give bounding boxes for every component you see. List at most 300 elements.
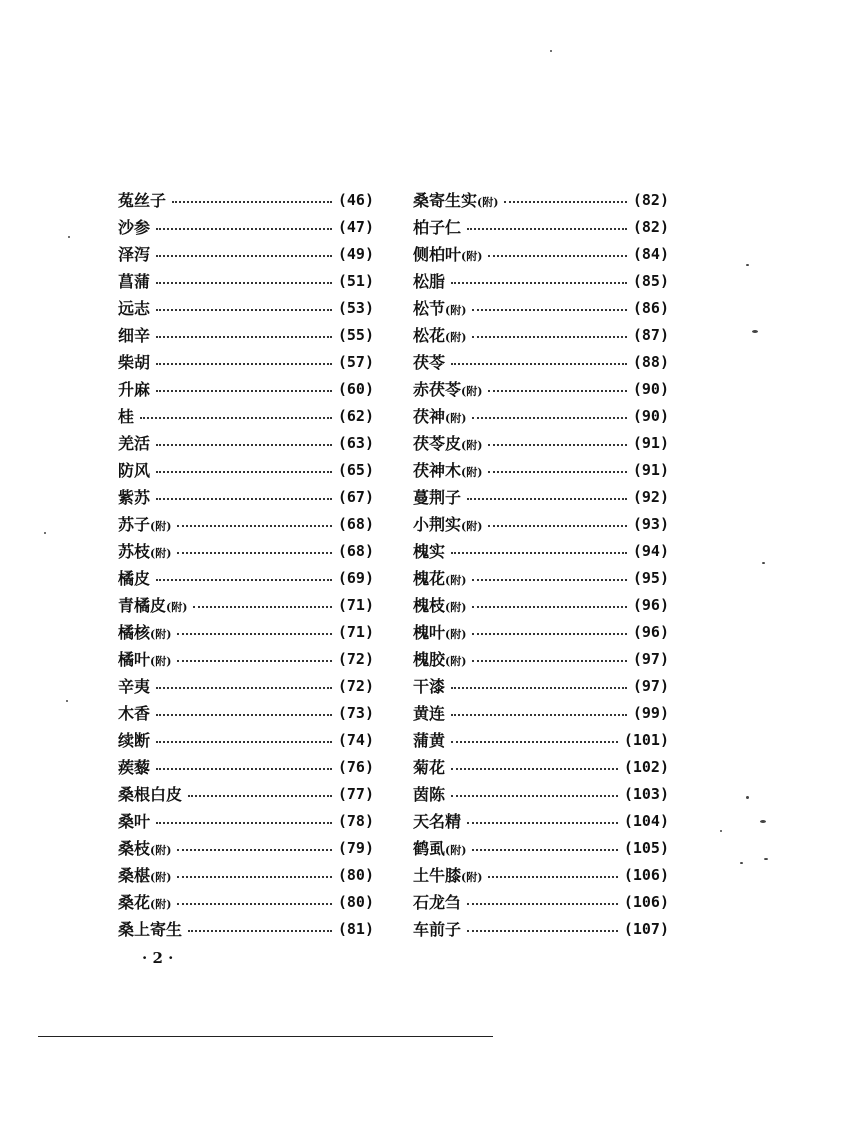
toc-entry-page: (82) [632,217,669,236]
dot-leader [140,417,332,419]
toc-entry [118,753,374,780]
dot-leader [451,363,627,365]
toc-entry-page: (106) [623,865,669,884]
toc-entry [118,564,374,591]
toc-entry [118,213,374,240]
herb-name: 松脂 [413,272,446,291]
herb-name: 侧柏叶 [413,245,462,264]
herb-name: 土牛膝 [413,866,462,885]
toc-entry [118,834,374,861]
toc-entry-title [413,701,445,724]
dot-leader [156,282,332,284]
scan-speck [764,858,768,860]
dot-leader [451,552,627,554]
dot-leader [177,633,331,635]
herb-name: 苏枝 [118,542,151,561]
toc-entry [413,456,669,483]
herb-name: 鹤虱 [413,839,446,858]
toc-entry-title [118,188,166,211]
toc-entry-page: (71) [337,622,374,641]
appendix-note: (附) [461,520,483,533]
toc-entry [413,267,669,294]
herb-name: 辛夷 [118,677,151,696]
dot-leader [156,309,332,311]
toc-entry-title [118,647,171,670]
toc-entry [118,456,374,483]
herb-name: 蔓荆子 [413,488,462,507]
toc-entry-page: (85) [632,271,669,290]
toc-entry-title [413,242,482,265]
scan-speck [760,820,766,823]
toc-entry-title [413,458,482,481]
toc-entry-title [118,863,171,886]
toc-entry-page: (99) [632,703,669,722]
toc-entry-page: (69) [337,568,374,587]
toc-entry-title [413,620,466,643]
scan-speck [740,862,743,864]
toc-entry [413,780,669,807]
toc-entry-title [413,917,461,940]
toc-entry-title [118,620,171,643]
herb-name: 菟丝子 [118,191,167,210]
toc-entry-title [118,323,150,346]
dot-leader [156,471,332,473]
toc-entry [118,429,374,456]
appendix-note: (附) [150,655,172,668]
toc-entry-page: (97) [632,649,669,668]
toc-entry-page: (96) [632,595,669,614]
herb-name: 柏子仁 [413,218,462,237]
toc-entry [118,375,374,402]
toc-entry [118,294,374,321]
toc-entry-title [413,647,466,670]
herb-name: 车前子 [413,920,462,939]
toc-entry [118,645,374,672]
dot-leader [472,849,617,851]
toc-entry-page: (95) [632,568,669,587]
toc-entry [118,780,374,807]
toc-entry [413,483,669,510]
herb-name: 紫苏 [118,488,151,507]
herb-name: 茵陈 [413,785,446,804]
toc-entry [413,618,669,645]
toc-entry-title [118,242,150,265]
toc-entry-page: (90) [632,406,669,425]
dot-leader [156,822,332,824]
toc-entry-page: (102) [623,757,669,776]
herb-name: 木香 [118,704,151,723]
toc-entry [413,672,669,699]
scan-speck [66,700,68,702]
toc-entry [413,861,669,888]
toc-entry [118,186,374,213]
dot-leader [451,768,618,770]
toc-entry-title [118,917,182,940]
toc-entry-title [413,323,466,346]
toc-entry-page: (81) [337,919,374,938]
appendix-note: (附) [445,601,467,614]
toc-entry [118,699,374,726]
dot-leader [472,579,626,581]
herb-name: 苏子 [118,515,151,534]
appendix-note: (附) [445,304,467,317]
appendix-note: (附) [445,331,467,344]
toc-entry-title [118,728,150,751]
toc-entry [413,645,669,672]
toc-entry [118,321,374,348]
toc-entry-page: (77) [337,784,374,803]
toc-entry-page: (87) [632,325,669,344]
toc-entry [413,888,669,915]
toc-entry-page: (55) [337,325,374,344]
toc-entry-page: (105) [623,838,669,857]
toc-entry [118,483,374,510]
toc-entry-title [118,215,150,238]
appendix-note: (附) [150,844,172,857]
toc-entry-page: (49) [337,244,374,263]
toc-entry-title [413,728,445,751]
toc-entry [413,915,669,942]
toc-entry-page: (53) [337,298,374,317]
dot-leader [472,309,626,311]
appendix-note: (附) [166,601,188,614]
toc-entry [413,348,669,375]
bottom-rule [38,1036,493,1037]
toc-entry-page: (57) [337,352,374,371]
herb-name: 防风 [118,461,151,480]
herb-name: 槐实 [413,542,446,561]
dot-leader [488,525,626,527]
toc-entry-title [118,512,171,535]
appendix-note: (附) [461,871,483,884]
toc-entry-page: (103) [623,784,669,803]
scan-speck [68,236,70,238]
herb-name: 泽泻 [118,245,151,264]
toc-entry-page: (96) [632,622,669,641]
dot-leader [451,282,627,284]
appendix-note: (附) [445,655,467,668]
dot-leader [467,498,627,500]
toc-entry-page: (94) [632,541,669,560]
dot-leader [193,606,331,608]
toc-entry-page: (79) [337,838,374,857]
herb-name: 干漆 [413,677,446,696]
dot-leader [467,228,627,230]
dot-leader [177,903,331,905]
herb-name: 槐枝 [413,596,446,615]
herb-name: 桑椹 [118,866,151,885]
toc-entry-page: (84) [632,244,669,263]
scan-speck [550,50,552,52]
scan-speck [720,830,722,832]
toc-entry-page: (107) [623,919,669,938]
toc-entry-page: (106) [623,892,669,911]
toc-entry-title [118,836,171,859]
toc-entry [413,213,669,240]
toc-entry-title [118,782,182,805]
herb-name: 蒺藜 [118,758,151,777]
toc-entry-page: (67) [337,487,374,506]
toc-entry-title [118,593,187,616]
toc-entry-page: (91) [632,433,669,452]
toc-entry-title [118,566,150,589]
toc-entry-page: (74) [337,730,374,749]
appendix-note: (附) [445,844,467,857]
toc-entry [413,726,669,753]
herb-name: 茯苓 [413,353,446,372]
dot-leader [488,471,626,473]
dot-leader [156,255,332,257]
toc-entry-page: (62) [337,406,374,425]
herb-name: 石龙刍 [413,893,462,912]
toc-entry-title [118,485,150,508]
appendix-note: (附) [150,898,172,911]
toc-entry-title [413,539,445,562]
toc-entry-page: (82) [632,190,669,209]
appendix-note: (附) [150,871,172,884]
toc-entry-title [413,404,466,427]
toc-entry-page: (93) [632,514,669,533]
dot-leader [177,552,331,554]
dot-leader [467,822,618,824]
toc-entry-title [118,377,150,400]
toc-entry [118,591,374,618]
herb-name: 橘皮 [118,569,151,588]
dot-leader [177,849,331,851]
herb-name: 茯神 [413,407,446,426]
dot-leader [451,714,627,716]
toc-entry-page: (51) [337,271,374,290]
herb-name: 蒲黄 [413,731,446,750]
toc-entry-page: (72) [337,676,374,695]
appendix-note: (附) [461,385,483,398]
toc-entry [413,375,669,402]
toc-entry-page: (68) [337,541,374,560]
herb-name: 茯神木 [413,461,462,480]
dot-leader [472,633,626,635]
toc-entry-title [413,377,482,400]
appendix-note: (附) [150,547,172,560]
toc-entry-title [118,296,150,319]
herb-name: 槐叶 [413,623,446,642]
toc-entry [118,888,374,915]
toc-entry-title [413,863,482,886]
dot-leader [467,930,618,932]
toc-entry [413,834,669,861]
herb-name: 续断 [118,731,151,750]
toc-entry-title [118,431,150,454]
toc-entry-page: (72) [337,649,374,668]
dot-leader [188,930,332,932]
toc-entry-title [118,890,171,913]
herb-name: 橘叶 [118,650,151,669]
toc-entry [118,807,374,834]
dot-leader [451,795,618,797]
appendix-note: (附) [461,466,483,479]
toc-entry-title [413,674,445,697]
toc-entry-title [413,512,482,535]
toc-entry-page: (88) [632,352,669,371]
toc-entry [118,915,374,942]
toc-entry-page: (65) [337,460,374,479]
appendix-note: (附) [150,628,172,641]
herb-name: 柴胡 [118,353,151,372]
toc-entry-page: (86) [632,298,669,317]
appendix-note: (附) [461,439,483,452]
toc-entry [118,240,374,267]
toc-entry-page: (78) [337,811,374,830]
dot-leader [488,390,626,392]
toc-entry [118,618,374,645]
herb-name: 升麻 [118,380,151,399]
toc-entry [118,537,374,564]
toc-entry-page: (90) [632,379,669,398]
toc-entry [413,402,669,429]
toc-entry-title [413,215,461,238]
dot-leader [156,741,332,743]
toc-entry [118,861,374,888]
toc-entry-title [118,674,150,697]
appendix-note: (附) [150,520,172,533]
dot-leader [156,390,332,392]
toc-entry-title [118,350,150,373]
toc-entry [413,537,669,564]
toc-entry-title [413,431,482,454]
toc-entry [413,807,669,834]
dot-leader [472,417,626,419]
dot-leader [156,336,332,338]
dot-leader [172,201,332,203]
toc-entry-title [413,296,466,319]
appendix-note: (附) [445,574,467,587]
toc-entry [413,186,669,213]
toc-entry-title [413,890,461,913]
toc-entry [413,294,669,321]
herb-name: 小荆实 [413,515,462,534]
toc-entry [118,726,374,753]
toc-entry-page: (46) [337,190,374,209]
herb-name: 橘核 [118,623,151,642]
toc-entry [118,402,374,429]
herb-name: 羌活 [118,434,151,453]
toc-entry-title [118,809,150,832]
herb-name: 黄连 [413,704,446,723]
herb-name: 桂 [118,407,135,426]
herb-name: 天名精 [413,812,462,831]
toc-entry-title [118,458,150,481]
dot-leader [156,579,332,581]
toc-entry [413,753,669,780]
herb-name: 松节 [413,299,446,318]
herb-name: 桑花 [118,893,151,912]
herb-name: 青橘皮 [118,596,167,615]
herb-name: 桑叶 [118,812,151,831]
scan-speck [762,562,765,564]
toc-entry [413,429,669,456]
toc-entry-title [118,269,150,292]
toc-entry [413,699,669,726]
dot-leader [504,201,626,203]
toc-entry [413,321,669,348]
herb-name: 细辛 [118,326,151,345]
toc-entry [413,240,669,267]
dot-leader [488,255,626,257]
dot-leader [488,876,617,878]
toc-entry-title [413,485,461,508]
dot-leader [156,228,332,230]
toc-entry-title [413,809,461,832]
herb-name: 槐花 [413,569,446,588]
appendix-note: (附) [445,412,467,425]
dot-leader [156,687,332,689]
dot-leader [156,768,332,770]
toc-entry-title [413,782,445,805]
toc-entry-page: (68) [337,514,374,533]
toc-entry-title [413,188,498,211]
toc-entry-page: (63) [337,433,374,452]
toc-entry-title [413,350,445,373]
herb-name: 菖蒲 [118,272,151,291]
toc-entry [118,348,374,375]
dot-leader [177,660,331,662]
dot-leader [472,336,626,338]
dot-leader [451,741,618,743]
herb-name: 松花 [413,326,446,345]
dot-leader [472,606,626,608]
toc-column-left [118,186,374,942]
toc-entry-page: (76) [337,757,374,776]
toc-entry-title [413,269,445,292]
scan-speck [746,264,749,266]
toc-entry-title [413,593,466,616]
toc-entry-title [118,701,150,724]
herb-name: 茯苓皮 [413,434,462,453]
herb-name: 槐胶 [413,650,446,669]
scan-speck [44,532,46,534]
toc-entry-title [118,404,134,427]
dot-leader [156,498,332,500]
toc-entry-page: (91) [632,460,669,479]
toc-entry-page: (97) [632,676,669,695]
dot-leader [177,525,331,527]
dot-leader [156,714,332,716]
herb-name: 菊花 [413,758,446,777]
dot-leader [188,795,332,797]
toc-entry-title [118,539,171,562]
toc-entry-title [413,836,466,859]
toc-entry-page: (80) [337,865,374,884]
toc-entry-page: (104) [623,811,669,830]
herb-name: 桑枝 [118,839,151,858]
dot-leader [156,444,332,446]
toc-entry-page: (92) [632,487,669,506]
toc-entry [413,564,669,591]
herb-name: 沙参 [118,218,151,237]
dot-leader [177,876,331,878]
toc-entry-page: (71) [337,595,374,614]
dot-leader [156,363,332,365]
toc-entry [118,267,374,294]
herb-name: 赤茯苓 [413,380,462,399]
appendix-note: (附) [477,196,499,209]
toc-entry-title [413,566,466,589]
herb-name: 桑寄生实 [413,191,478,210]
scan-speck [746,796,749,799]
toc-entry-page: (80) [337,892,374,911]
dot-leader [488,444,626,446]
page-number: · 2 · [142,949,174,967]
dot-leader [472,660,626,662]
